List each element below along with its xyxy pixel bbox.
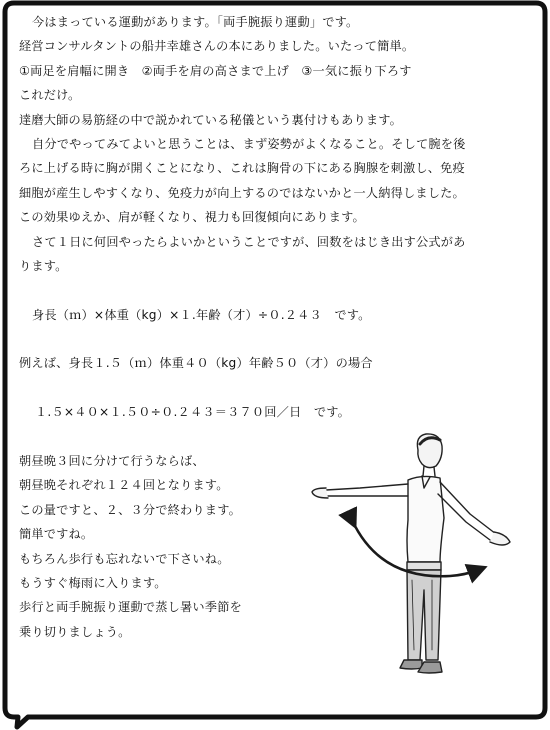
paragraph-effects-1: 自分でやってみてよいと思うことは、まず姿勢がよくなること。そして腕を後 bbox=[32, 136, 466, 151]
formula-line: 身長（ｍ）×体重（kg）×１.年齢（才）÷０.２４３ です。 bbox=[32, 307, 371, 322]
closing-line-1: 朝昼晩３回に分けて行うならば、 bbox=[19, 454, 205, 469]
closing-line-6: もうすぐ梅雨に入ります。 bbox=[19, 575, 167, 590]
closing-line-8: 乗り切りましょう。 bbox=[19, 624, 131, 639]
paragraph-count-2: ります。 bbox=[19, 258, 68, 273]
paragraph-that-is-all: これだけ。 bbox=[19, 88, 81, 103]
closing-line-5: もちろん歩行も忘れないで下さいね。 bbox=[19, 551, 230, 566]
closing-line-3: この量ですと、２、３分で終わります。 bbox=[19, 502, 241, 517]
closing-line-4: 簡単ですね。 bbox=[19, 527, 94, 542]
example-intro-line: 例えば、身長１.５（ｍ）体重４０（kg）年齢５０（才）の場合 bbox=[19, 356, 373, 371]
closing-line-2: 朝昼晩それぞれ１２４回となります。 bbox=[19, 478, 229, 493]
paragraph-source: 経営コンサルタントの船井幸雄さんの本にありました。いたって簡単。 bbox=[19, 39, 415, 54]
arm-swing-exercise-illustration bbox=[300, 430, 530, 710]
paragraph-intro: 今はまっている運動があります。「両手腕振り運動」です。 bbox=[32, 15, 359, 29]
paragraph-steps: ①両足を肩幅に開き ②両手を肩の高さまで上げ ③一気に振り下ろす bbox=[19, 63, 412, 78]
paragraph-count-1: さて１日に何回やったらよいかということですが、回数をはじき出す公式があ bbox=[32, 234, 466, 249]
paragraph-background: 達磨大師の易筋経の中で説かれている秘儀という裏付けもあります。 bbox=[19, 112, 403, 127]
paragraph-effects-4: この効果ゆえか、肩が軽くなり、視力も回復傾向にあります。 bbox=[19, 210, 365, 225]
paragraph-effects-3: 細胞が産生しやすくなり、免疫力が向上するのではないかと一人納得しました。 bbox=[19, 185, 465, 200]
example-calc-line: １.５×４０×１.５０÷０.２４３＝３７０回／日 です。 bbox=[35, 405, 351, 420]
closing-line-7: 歩行と両手腕振り運動で蒸し暑い季節を bbox=[19, 600, 242, 615]
paragraph-effects-2: ろに上げる時に胸が開くことになり、これは胸骨の下にある胸腺を刺激し、免疫 bbox=[19, 161, 465, 176]
